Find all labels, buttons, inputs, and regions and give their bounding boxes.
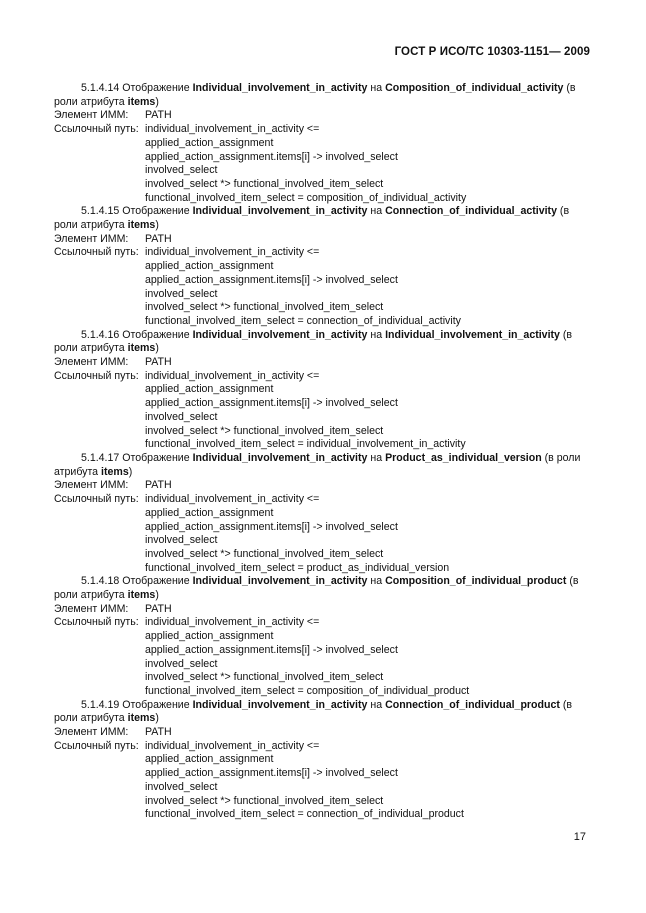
role-prefix: (в роли атрибута [54, 328, 573, 355]
path-line: applied_action_assignment.items[i] -> involved_select [145, 767, 398, 780]
role-attribute: items [101, 465, 129, 478]
ref-path-row [54, 246, 590, 260]
ref-path-row [54, 493, 590, 507]
entity-name: Individual_involvement_in_activity [192, 698, 368, 711]
path-line: applied_action_assignment.items[i] -> involved_select [145, 273, 398, 286]
mapping-section [54, 205, 590, 328]
path-line: involved_select *> functional_involved_item_select [145, 794, 384, 807]
element-value: PATH [145, 479, 172, 492]
path-line: applied_action_assignment [145, 260, 274, 273]
path-line: involved_select *> functional_involved_item_select [145, 177, 384, 190]
path-line: functional_involved_item_select = product_as_individual_version [145, 561, 450, 574]
mapping-section [54, 699, 590, 822]
element-row [54, 603, 590, 617]
element-row [54, 233, 590, 247]
mapping-section [54, 452, 590, 575]
role-prefix: (в роли атрибута [54, 82, 576, 108]
element-row [54, 479, 590, 493]
path-line: applied_action_assignment [145, 506, 274, 519]
path-line: applied_action_assignment.items[i] -> involved_select [145, 150, 398, 163]
on-word: на [370, 328, 383, 341]
on-word: на [370, 698, 383, 711]
role-suffix: ) [155, 342, 159, 355]
section-title [54, 575, 590, 602]
mapping-section [54, 575, 590, 698]
element-label: Элемент ИММ: [54, 726, 129, 739]
path-line: applied_action_assignment [145, 383, 274, 396]
section-title [54, 699, 590, 726]
entity-name: Individual_involvement_in_activity [192, 205, 368, 218]
path-line: involved_select *> functional_involved_item_select [145, 547, 384, 560]
mapping-section [54, 82, 590, 205]
target-name: Composition_of_individual_activity [385, 82, 564, 94]
role-suffix: ) [155, 95, 159, 108]
section-number: 5.1.4.15 [81, 205, 120, 218]
page-number: 17 [573, 831, 586, 843]
path-line: individual_involvement_in_activity <= [145, 493, 320, 506]
role-suffix: ) [155, 589, 159, 602]
path-line: applied_action_assignment [145, 136, 274, 149]
ref-path-label: Ссылочный путь: [54, 493, 139, 506]
mapping-section [54, 329, 590, 452]
path-line: involved_select [145, 410, 218, 423]
role-attribute: items [127, 342, 156, 355]
on-word: на [370, 205, 383, 218]
section-number: 5.1.4.16 [81, 328, 120, 341]
mapping-word: Отображение [122, 328, 190, 341]
path-line: individual_involvement_in_activity <= [145, 123, 320, 136]
role-attribute: items [127, 95, 156, 108]
role-suffix: ) [155, 219, 159, 232]
element-row [54, 356, 590, 370]
element-label: Элемент ИММ: [54, 232, 129, 245]
document-header: ГОСТ Р ИСО/ТС 10303-1151— 2009 [394, 46, 590, 58]
path-line: involved_select *> functional_involved_item_select [145, 671, 384, 684]
element-value: PATH [145, 356, 172, 369]
element-label: Элемент ИММ: [54, 109, 129, 122]
element-label: Элемент ИММ: [54, 356, 129, 369]
entity-name: Individual_involvement_in_activity [192, 451, 368, 464]
ref-path-label: Ссылочный путь: [54, 246, 139, 259]
element-value: PATH [145, 109, 172, 122]
entity-name: Individual_involvement_in_activity [192, 328, 368, 341]
on-word: на [370, 82, 383, 94]
element-row [54, 726, 590, 740]
role-attribute: items [127, 589, 156, 602]
element-label: Элемент ИММ: [54, 602, 129, 615]
mapping-word: Отображение [122, 575, 190, 588]
path-line: involved_select [145, 287, 218, 300]
ref-path-label: Ссылочный путь: [54, 739, 139, 752]
document-body [54, 82, 590, 822]
role-attribute: items [127, 219, 156, 232]
path-line: applied_action_assignment.items[i] -> involved_select [145, 520, 398, 533]
section-title [54, 329, 590, 356]
on-word: на [370, 575, 383, 588]
entity-name: Individual_involvement_in_activity [192, 575, 368, 588]
role-prefix: (в роли атрибута [54, 205, 570, 232]
mapping-word: Отображение [122, 451, 190, 464]
element-value: PATH [145, 232, 172, 245]
element-value: PATH [145, 726, 172, 739]
ref-path-row [54, 370, 590, 384]
path-line: individual_involvement_in_activity <= [145, 739, 320, 752]
path-line: applied_action_assignment.items[i] -> involved_select [145, 643, 398, 656]
element-row [54, 109, 590, 123]
mapping-word: Отображение [122, 82, 190, 94]
path-line: individual_involvement_in_activity <= [145, 616, 320, 629]
path-line: functional_involved_item_select = composition_of_individual_product [145, 684, 470, 697]
path-line: functional_involved_item_select = connection_of_individual_activity [145, 314, 461, 327]
section-title [54, 452, 590, 479]
entity-name: Individual_involvement_in_activity [192, 82, 368, 94]
element-label: Элемент ИММ: [54, 479, 129, 492]
path-line: individual_involvement_in_activity <= [145, 246, 320, 259]
section-title [54, 205, 590, 232]
section-number: 5.1.4.19 [81, 698, 120, 711]
on-word: на [370, 451, 383, 464]
path-line: applied_action_assignment [145, 630, 274, 643]
target-name: Composition_of_individual_product [385, 575, 567, 588]
mapping-word: Отображение [122, 205, 190, 218]
role-prefix: (в роли атрибута [54, 698, 572, 725]
section-number: 5.1.4.18 [81, 575, 120, 588]
ref-path-row [54, 616, 590, 630]
role-prefix: (в роли атрибута [54, 575, 579, 602]
section-title [54, 82, 590, 109]
path-line: involved_select [145, 657, 218, 670]
path-line: functional_involved_item_select = individual_involvement_in_activity [145, 438, 466, 451]
target-name: Connection_of_individual_activity [385, 205, 557, 218]
path-line: involved_select [145, 164, 218, 177]
path-line: functional_involved_item_select = composition_of_individual_activity [145, 191, 467, 204]
ref-path-row [54, 123, 590, 137]
target-name: Connection_of_individual_product [385, 698, 560, 711]
element-value: PATH [145, 602, 172, 615]
path-line: involved_select *> functional_involved_item_select [145, 424, 384, 437]
role-attribute: items [127, 712, 156, 725]
path-line: applied_action_assignment.items[i] -> involved_select [145, 397, 398, 410]
ref-path-label: Ссылочный путь: [54, 616, 139, 629]
target-name: Product_as_individual_version [385, 451, 542, 464]
path-line: involved_select [145, 780, 218, 793]
role-prefix: (в роли атрибута [54, 451, 581, 478]
ref-path-row [54, 740, 590, 754]
role-suffix: ) [128, 465, 133, 478]
path-line: applied_action_assignment [145, 753, 274, 766]
role-suffix: ) [155, 712, 159, 725]
mapping-word: Отображение [122, 698, 190, 711]
section-number: 5.1.4.14 [81, 82, 120, 94]
path-line: involved_select [145, 534, 218, 547]
path-line: functional_involved_item_select = connection_of_individual_product [145, 808, 464, 821]
section-number: 5.1.4.17 [81, 451, 120, 464]
path-line: involved_select *> functional_involved_item_select [145, 301, 384, 314]
target-name: Individual_involvement_in_activity [385, 328, 560, 341]
ref-path-label: Ссылочный путь: [54, 123, 139, 136]
ref-path-label: Ссылочный путь: [54, 369, 139, 382]
path-line: individual_involvement_in_activity <= [145, 369, 320, 382]
